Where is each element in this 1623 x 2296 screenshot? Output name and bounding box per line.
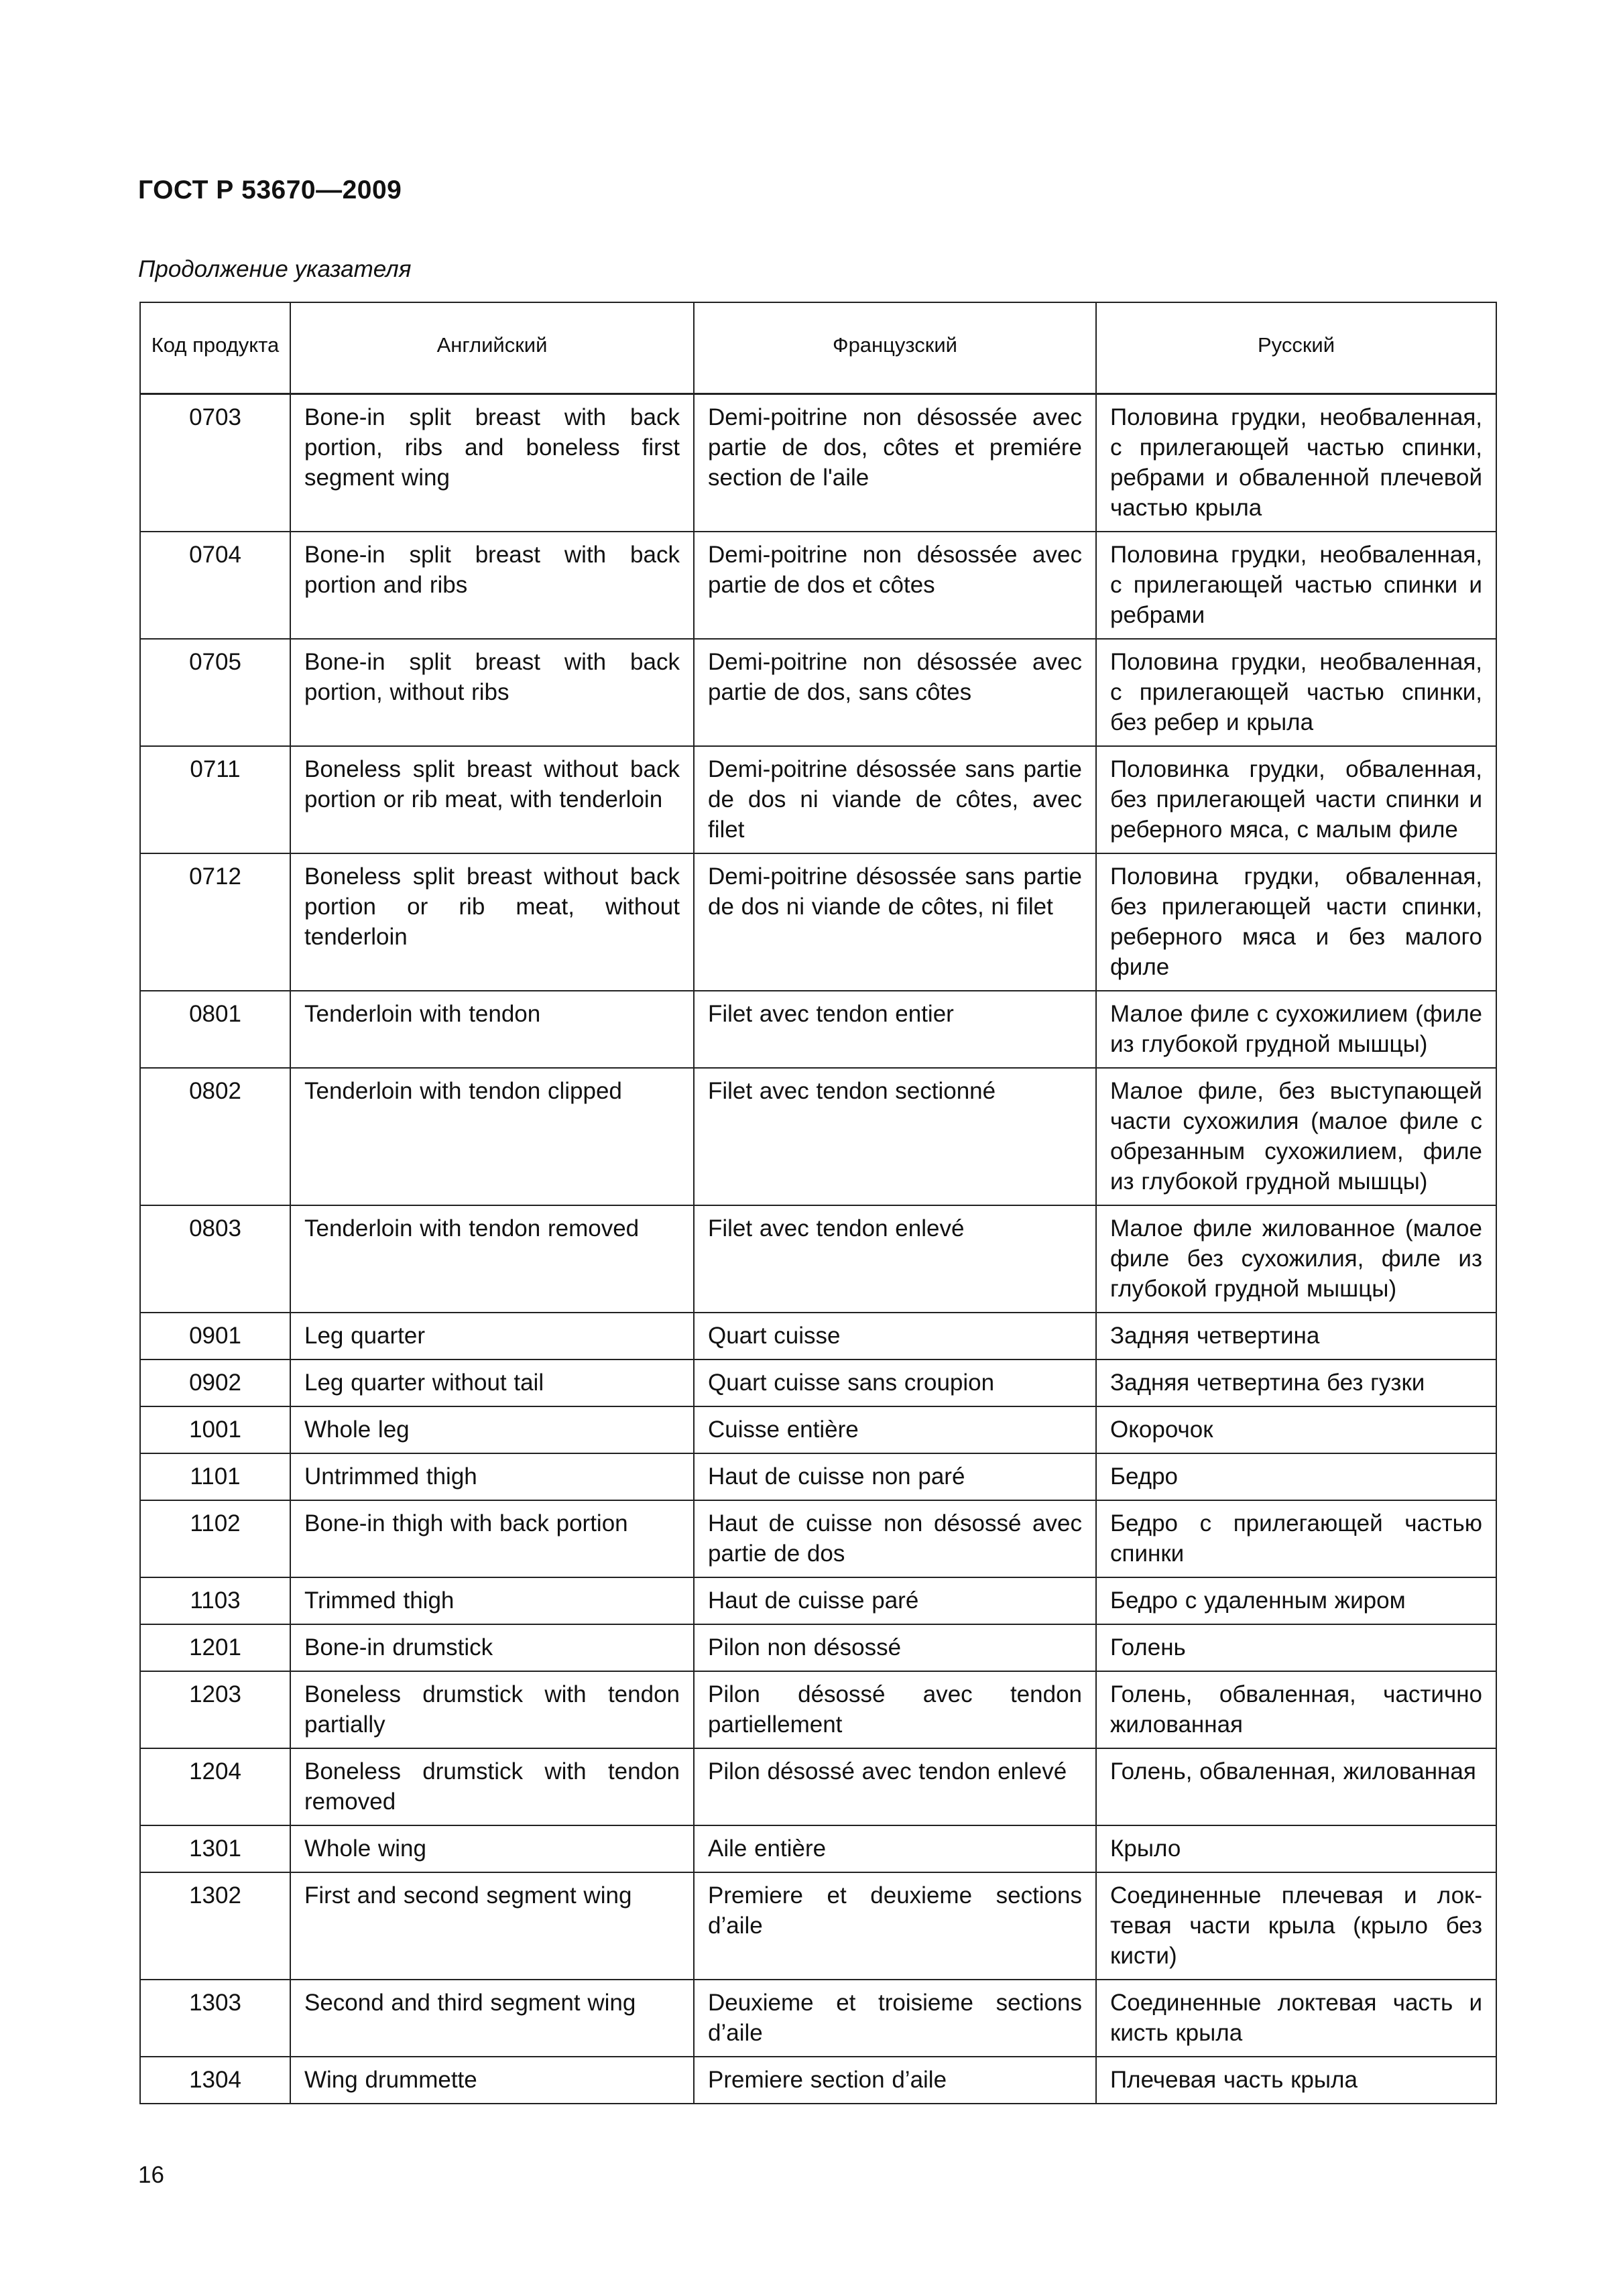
russian-name-cell: Задняя четвертина без гузки (1096, 1360, 1496, 1406)
english-name-cell: Second and third segment wing (290, 1980, 694, 2057)
product-code-cell: 0902 (140, 1360, 290, 1406)
product-code-cell: 1103 (140, 1577, 290, 1624)
product-code-table (139, 302, 1497, 2104)
french-name-cell: Demi-poitrine désossée sans partie de dos ni viande de côtes, avec filet (694, 746, 1096, 853)
table-row (140, 1748, 1496, 1825)
french-name-cell: Cuisse entière (694, 1406, 1096, 1453)
french-name-cell: Haut de cuisse non désossé avec partie de dos (694, 1500, 1096, 1577)
table-row (140, 1872, 1496, 1980)
product-code-cell: 1204 (140, 1748, 290, 1825)
english-name-cell: Whole leg (290, 1406, 694, 1453)
russian-name-cell: Половина грудки, необваленная, с прилегающей частью спинки, ребрами и обваленной плечевой частью крыла (1096, 394, 1496, 532)
french-name-cell: Pilon non désossé (694, 1624, 1096, 1671)
english-name-cell: Leg quarter (290, 1313, 694, 1360)
english-name-cell: Bone-in split breast with back portion, ribs and boneless first segment wing (290, 394, 694, 532)
russian-name-cell: Голень (1096, 1624, 1496, 1671)
product-code-cell: 1203 (140, 1671, 290, 1748)
table-row (140, 853, 1496, 991)
french-name-cell: Quart cuisse sans croupion (694, 1360, 1096, 1406)
english-name-cell: Boneless drumstick with tendon partially (290, 1671, 694, 1748)
table-row (140, 1980, 1496, 2057)
russian-name-cell: Малое филе, без выступающей части сухожилия (малое филе с обрезанным сухожилием, филе из глубокой грудной мышцы) (1096, 1068, 1496, 1205)
product-code-cell: 1303 (140, 1980, 290, 2057)
table-row (140, 1500, 1496, 1577)
english-name-cell: First and second segment wing (290, 1872, 694, 1980)
russian-name-cell: Половинка грудки, обваленная, без прилегающей части спинки и реберного мяса, с малым филе (1096, 746, 1496, 853)
product-code-cell: 1001 (140, 1406, 290, 1453)
table-row (140, 1825, 1496, 1872)
table-row (140, 1360, 1496, 1406)
table-row (140, 394, 1496, 532)
french-name-cell: Haut de cuisse paré (694, 1577, 1096, 1624)
column-header-russian: Русский (1096, 302, 1496, 387)
product-code-cell: 0901 (140, 1313, 290, 1360)
product-code-cell: 0803 (140, 1205, 290, 1313)
french-name-cell: Pilon désossé avec tendon partiellement (694, 1671, 1096, 1748)
russian-name-cell: Половина грудки, обваленная, без прилегающей части спинки, реберного мяса и без малого филе (1096, 853, 1496, 991)
column-header-code: Код продукта (140, 302, 290, 387)
russian-name-cell: Половина грудки, необваленная, с прилегающей частью спинки, без ребер и крыла (1096, 639, 1496, 746)
french-name-cell: Demi-poitrine non désossée avec partie de dos et côtes (694, 532, 1096, 639)
product-code-cell: 0712 (140, 853, 290, 991)
english-name-cell: Bone-in thigh with back portion (290, 1500, 694, 1577)
separator-cell (140, 387, 290, 394)
french-name-cell: Demi-poitrine non désossée avec partie de dos, côtes et premiére section de l'aile (694, 394, 1096, 532)
english-name-cell: Tenderloin with tendon clipped (290, 1068, 694, 1205)
table-row (140, 991, 1496, 1068)
russian-name-cell: Плечевая часть крыла (1096, 2057, 1496, 2104)
english-name-cell: Untrimmed thigh (290, 1453, 694, 1500)
french-name-cell: Premiere et deuxieme sections d’aile (694, 1872, 1096, 1980)
english-name-cell: Boneless split breast without back portion or rib meat, without tenderloin (290, 853, 694, 991)
english-name-cell: Whole wing (290, 1825, 694, 1872)
russian-name-cell: Малое филе с сухожилием (филе из глубокой грудной мышцы) (1096, 991, 1496, 1068)
russian-name-cell: Задняя четвертина (1096, 1313, 1496, 1360)
product-code-cell: 0711 (140, 746, 290, 853)
product-code-cell: 0704 (140, 532, 290, 639)
russian-name-cell: Окорочок (1096, 1406, 1496, 1453)
table-body (140, 387, 1496, 2104)
russian-name-cell: Крыло (1096, 1825, 1496, 1872)
table-row (140, 1406, 1496, 1453)
french-name-cell: Filet avec tendon entier (694, 991, 1096, 1068)
column-header-english: Английский (290, 302, 694, 387)
separator-cell (290, 387, 694, 394)
french-name-cell: Quart cuisse (694, 1313, 1096, 1360)
french-name-cell: Demi-poitrine désossée sans partie de dos ni viande de côtes, ni filet (694, 853, 1096, 991)
product-code-cell: 1302 (140, 1872, 290, 1980)
english-name-cell: Bone-in drumstick (290, 1624, 694, 1671)
table-row (140, 1577, 1496, 1624)
product-code-cell: 1304 (140, 2057, 290, 2104)
page-number: 16 (138, 2162, 164, 2188)
table-row (140, 1624, 1496, 1671)
separator-cell (1096, 387, 1496, 394)
product-code-cell: 1101 (140, 1453, 290, 1500)
table-row (140, 1313, 1496, 1360)
french-name-cell: Pilon désossé avec tendon enlevé (694, 1748, 1096, 1825)
russian-name-cell: Бедро (1096, 1453, 1496, 1500)
english-name-cell: Boneless split breast without back portion or rib meat, with tenderloin (290, 746, 694, 853)
product-code-cell: 1301 (140, 1825, 290, 1872)
english-name-cell: Bone-in split breast with back portion, without ribs (290, 639, 694, 746)
russian-name-cell: Бедро с прилегающей частью спинки (1096, 1500, 1496, 1577)
table-row (140, 1671, 1496, 1748)
french-name-cell: Filet avec tendon enlevé (694, 1205, 1096, 1313)
product-code-cell: 0703 (140, 394, 290, 532)
table-row (140, 639, 1496, 746)
table-row (140, 1453, 1496, 1500)
russian-name-cell: Голень, обваленная, жилованная (1096, 1748, 1496, 1825)
english-name-cell: Bone-in split breast with back portion and ribs (290, 532, 694, 639)
product-code-cell: 0801 (140, 991, 290, 1068)
french-name-cell: Deuxieme et troisieme sections d’aile (694, 1980, 1096, 2057)
french-name-cell: Filet avec tendon sectionné (694, 1068, 1096, 1205)
russian-name-cell: Малое филе жилованное (малое филе без сухожилия, филе из глубокой грудной мышцы) (1096, 1205, 1496, 1313)
english-name-cell: Tenderloin with tendon removed (290, 1205, 694, 1313)
table-row (140, 1068, 1496, 1205)
russian-name-cell: Бедро с удаленным жиром (1096, 1577, 1496, 1624)
table-header-row (140, 302, 1496, 387)
russian-name-cell: Соединенные плечевая и локтевая части крыла (крыло без кисти) (1096, 1872, 1496, 1980)
english-name-cell: Leg quarter without tail (290, 1360, 694, 1406)
standard-title: ГОСТ Р 53670—2009 (138, 176, 402, 204)
french-name-cell: Haut de cuisse non paré (694, 1453, 1096, 1500)
header-separator-row (140, 387, 1496, 394)
english-name-cell: Wing drummette (290, 2057, 694, 2104)
product-code-cell: 1201 (140, 1624, 290, 1671)
table-row (140, 746, 1496, 853)
russian-name-cell: Голень, обваленная, частично жилованная (1096, 1671, 1496, 1748)
separator-cell (694, 387, 1096, 394)
column-header-french: Французский (694, 302, 1096, 387)
english-name-cell: Trimmed thigh (290, 1577, 694, 1624)
table-continuation-caption: Продолжение указателя (138, 256, 412, 282)
table-row (140, 1205, 1496, 1313)
russian-name-cell: Половина грудки, необваленная, с прилегающей частью спинки и ребрами (1096, 532, 1496, 639)
product-code-cell: 0802 (140, 1068, 290, 1205)
table-row (140, 532, 1496, 639)
english-name-cell: Tenderloin with tendon (290, 991, 694, 1068)
english-name-cell: Boneless drumstick with tendon removed (290, 1748, 694, 1825)
product-code-cell: 0705 (140, 639, 290, 746)
table-row (140, 2057, 1496, 2104)
french-name-cell: Demi-poitrine non désossée avec partie de dos, sans côtes (694, 639, 1096, 746)
russian-name-cell: Соединенные локтевая часть и кисть крыла (1096, 1980, 1496, 2057)
french-name-cell: Aile entière (694, 1825, 1096, 1872)
product-code-cell: 1102 (140, 1500, 290, 1577)
french-name-cell: Premiere section d’aile (694, 2057, 1096, 2104)
